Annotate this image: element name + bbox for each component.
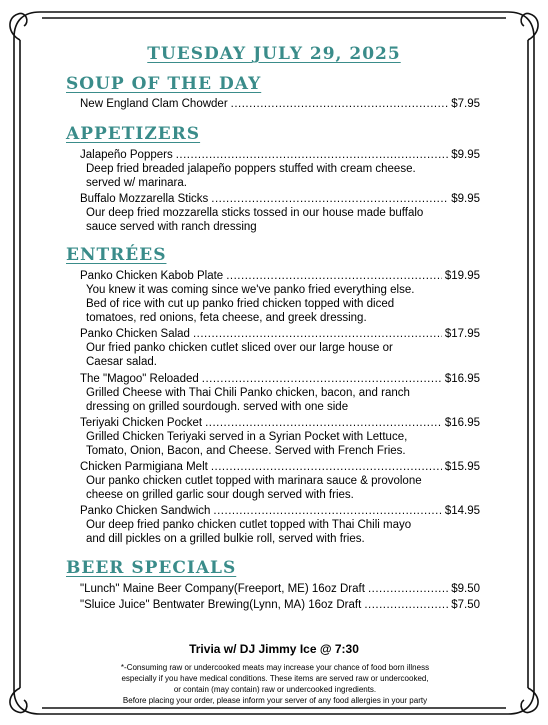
item-price: $7.50 — [451, 599, 480, 611]
menu-item — [80, 460, 480, 502]
item-price: $14.95 — [444, 505, 480, 517]
leader-dots — [364, 598, 448, 612]
menu-item — [80, 582, 480, 596]
leader-dots — [226, 269, 442, 283]
leader-dots — [368, 582, 448, 596]
menu-item — [80, 327, 480, 369]
item-description: Our fried panko chicken cutlet sliced over our large house or Caesar salad. — [86, 342, 393, 368]
item-price: $9.95 — [451, 193, 480, 205]
allergy-disclaimer: *-Consuming raw or undercooked meats may increase your chance of food born illness especially if you have medical conditions. These items are served raw or undercooked, or contain (may contain) raw or undercooked ingredients. Before placing your order, please inform your server of any food allergies in your party — [120, 663, 430, 705]
item-description: Our panko chicken cutlet topped with marinara sauce & provolone cheese on grilled garlic sour dough served with fries. — [86, 475, 422, 501]
item-description: Grilled Cheese with Thai Chili Panko chicken, bacon, and ranch dressing on grilled sourdough. served with one side — [86, 387, 410, 413]
item-price: $9.95 — [451, 149, 480, 161]
item-name: Panko Chicken Salad — [80, 328, 190, 340]
menu-item — [80, 97, 480, 111]
menu-item — [80, 504, 480, 546]
item-name: Chicken Parmigiana Melt — [80, 461, 208, 473]
menu-item — [80, 148, 480, 190]
item-name: Teriyaki Chicken Pocket — [80, 417, 203, 429]
item-name: Panko Chicken Sandwich — [80, 505, 211, 517]
item-description: Our deep fried panko chicken cutlet topped with Thai Chili mayo and dill pickles on a grilled bulkie roll, served with fries. — [86, 519, 412, 545]
item-price: $15.95 — [444, 461, 480, 473]
menu-item — [80, 269, 480, 325]
item-name: Jalapeño Poppers — [80, 149, 173, 161]
section-heading-soup: SOUP OF THE DAY — [66, 74, 262, 94]
item-name: The "Magoo" Reloaded — [80, 373, 199, 385]
section-heading-beer: BEER SPECIALS — [66, 558, 237, 578]
menu-item — [80, 416, 480, 458]
leader-dots — [211, 192, 448, 206]
item-price: $16.95 — [444, 373, 480, 385]
leader-dots — [231, 97, 449, 111]
item-name: New England Clam Chowder — [80, 98, 228, 110]
item-name: "Sluice Juice" Bentwater Brewing(Lynn, MA) 16oz Draft — [80, 599, 362, 611]
menu-item — [80, 598, 480, 612]
item-description: Our deep fried mozzarella sticks tossed in our house made buffalo sauce served with ranch dressing — [86, 207, 424, 233]
leader-dots — [213, 504, 441, 518]
item-name: Panko Chicken Kabob Plate — [80, 270, 224, 282]
item-price: $7.95 — [451, 98, 480, 110]
menu-item — [80, 372, 480, 414]
leader-dots — [211, 460, 442, 474]
item-name: Buffalo Mozzarella Sticks — [80, 193, 209, 205]
item-name: "Lunch" Maine Beer Company(Freeport, ME) 16oz Draft — [80, 583, 365, 595]
menu-item — [80, 192, 480, 234]
item-description: Grilled Chicken Teriyaki served in a Syrian Pocket with Lettuce, Tomato, Onion, Bacon, and Cheese. Served with French Fries. — [86, 431, 408, 457]
leader-dots — [202, 372, 442, 386]
item-description: You knew it was coming since we've panko fried everything else. Bed of rice with cut up panko fried chicken topped with diced tomatoes, red onions, feta cheese, and greek dressing. — [86, 284, 415, 324]
item-price: $17.95 — [444, 328, 480, 340]
item-price: $19.95 — [444, 270, 480, 282]
leader-dots — [176, 148, 449, 162]
menu-date-title: TUESDAY JULY 29, 2025 — [147, 44, 401, 64]
section-heading-appetizers: APPETIZERS — [66, 124, 201, 144]
item-price: $9.50 — [451, 583, 480, 595]
item-price: $16.95 — [444, 417, 480, 429]
trivia-announcement: Trivia w/ DJ Jimmy Ice @ 7:30 — [189, 642, 359, 656]
leader-dots — [205, 416, 442, 430]
leader-dots — [193, 327, 442, 341]
section-heading-entrees: ENTRÉES — [66, 245, 167, 265]
item-description: Deep fried breaded jalapeño poppers stuffed with cream cheese. served w/ marinara. — [86, 163, 416, 189]
